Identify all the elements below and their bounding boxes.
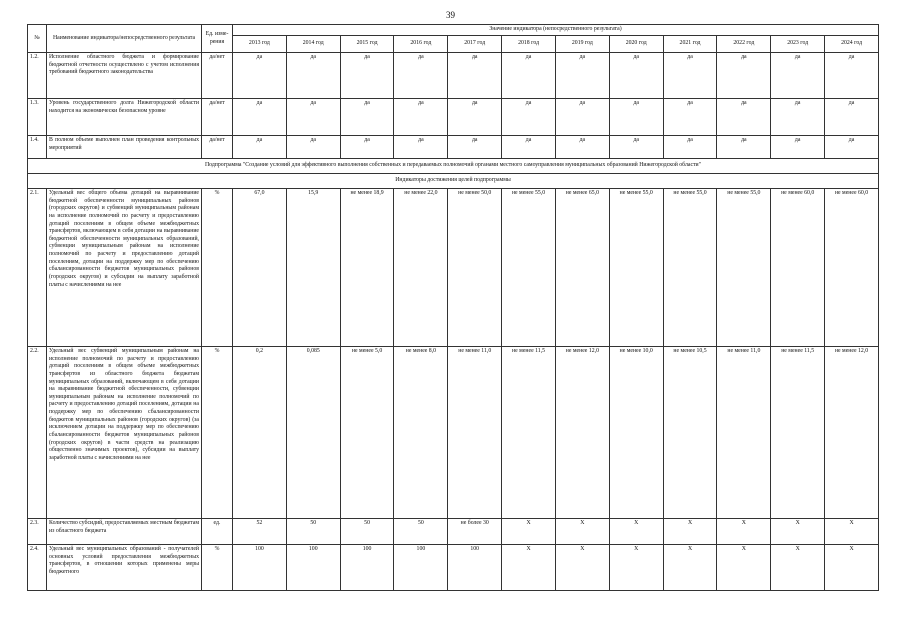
row-number: 2.2.	[28, 347, 47, 519]
row-number: 1.4.	[28, 136, 47, 159]
value-cell: 100	[340, 545, 394, 591]
year-header: 2021 год	[663, 36, 717, 53]
value-cell: X	[609, 545, 663, 591]
value-cell: 0,2	[233, 347, 287, 519]
indicator-name: Количество субсидий, предоставляемых местным бюджетам из областного бюджета	[47, 519, 202, 545]
value-cell: X	[609, 519, 663, 545]
row-number: 2.4.	[28, 545, 47, 591]
value-cell: 15,9	[286, 189, 340, 347]
value-cell: да	[825, 99, 879, 136]
value-cell: не более 30	[448, 519, 502, 545]
value-cell: X	[771, 519, 825, 545]
year-header: 2024 год	[825, 36, 879, 53]
value-cell: X	[717, 519, 771, 545]
col-header-no: №	[28, 25, 47, 53]
value-cell: да	[771, 53, 825, 99]
year-header: 2023 год	[771, 36, 825, 53]
value-cell: не менее 11,5	[502, 347, 556, 519]
year-header: 2013 год	[233, 36, 287, 53]
unit-cell: %	[202, 189, 233, 347]
year-header: 2016 год	[394, 36, 448, 53]
row-number: 2.1.	[28, 189, 47, 347]
page-number: 39	[446, 10, 455, 20]
value-cell: да	[340, 136, 394, 159]
unit-cell: ед.	[202, 519, 233, 545]
year-header: 2019 год	[555, 36, 609, 53]
unit-cell: %	[202, 545, 233, 591]
value-cell: да	[502, 99, 556, 136]
value-cell: да	[286, 99, 340, 136]
value-cell: да	[286, 53, 340, 99]
value-cell: X	[771, 545, 825, 591]
indicator-name: Удельный вес общего объема дотаций на выравнивание бюджетной обеспеченности муниципальных районов (городских округов) и субвенций муниципальным районам на исполнение полномочий по расчету и предоставлению дотаций поселениям в общем объеме межбюджетных трансфертов, включающем в себя дотации на выравнивание бюджетной обеспеченности муниципальных образований, субвенции муниципальным районам на исполнение полномочий по расчету и предоставлению дотаций поселениям, дотации на поддержку мер по обеспечению сбалансированности бюджетов муниципальных районов (городских округов) и субсидии на выплату заработной платы с начислениями на нее	[47, 189, 202, 347]
value-cell: да	[502, 53, 556, 99]
col-header-unit: Ед. изме-рения	[202, 25, 233, 53]
year-header: 2014 год	[286, 36, 340, 53]
value-cell: не менее 5,0	[340, 347, 394, 519]
year-header: 2018 год	[502, 36, 556, 53]
value-cell: да	[448, 53, 502, 99]
year-header: 2015 год	[340, 36, 394, 53]
table-row	[28, 519, 879, 545]
value-cell: не менее 55,0	[609, 189, 663, 347]
table-row	[28, 545, 879, 591]
value-cell: не менее 65,0	[555, 189, 609, 347]
table-header-row	[28, 25, 879, 36]
indicator-name: Уровень государственного долга Нижегородской области находится на экономически безопасном уровне	[47, 99, 202, 136]
table-row	[28, 136, 879, 159]
value-cell: да	[825, 53, 879, 99]
value-cell: да	[340, 99, 394, 136]
value-cell: не менее 11,0	[448, 347, 502, 519]
value-cell: да	[717, 99, 771, 136]
unit-cell: да/нет	[202, 53, 233, 99]
value-cell: да	[609, 99, 663, 136]
value-cell: 50	[286, 519, 340, 545]
table-row	[28, 347, 879, 519]
value-cell: да	[394, 53, 448, 99]
value-cell: да	[286, 136, 340, 159]
value-cell: не менее 22,0	[394, 189, 448, 347]
row-number: 1.3.	[28, 99, 47, 136]
subprogram-title: Подпрограмма "Создание условий для эффективного выполнения собственных и передаваемых полномочий органами местного самоуправления муниципальных образований Нижегородской области"	[28, 159, 879, 174]
value-cell: не менее 11,5	[771, 347, 825, 519]
value-cell: 0,085	[286, 347, 340, 519]
unit-cell: да/нет	[202, 99, 233, 136]
value-cell: да	[663, 53, 717, 99]
value-cell: да	[555, 136, 609, 159]
value-cell: да	[394, 136, 448, 159]
value-cell: 100	[233, 545, 287, 591]
value-cell: да	[394, 99, 448, 136]
year-header: 2017 год	[448, 36, 502, 53]
value-cell: 52	[233, 519, 287, 545]
indicator-name: Удельный вес муниципальных образований - получателей основных условий предоставления межбюджетных трансфертов, в отношении которых применены меры бюджетного	[47, 545, 202, 591]
value-cell: X	[717, 545, 771, 591]
value-cell: да	[233, 99, 287, 136]
indicators-title-row	[28, 174, 879, 189]
value-cell: X	[502, 545, 556, 591]
subprogram-row	[28, 159, 879, 174]
value-cell: не менее 12,0	[555, 347, 609, 519]
value-cell: да	[502, 136, 556, 159]
year-header: 2022 год	[717, 36, 771, 53]
row-number: 1.2.	[28, 53, 47, 99]
value-cell: не менее 11,0	[717, 347, 771, 519]
value-cell: не менее 10,5	[663, 347, 717, 519]
value-cell: не менее 10,0	[609, 347, 663, 519]
value-cell: X	[555, 545, 609, 591]
value-cell: да	[233, 53, 287, 99]
value-cell: да	[555, 53, 609, 99]
indicator-name: Исполнение областного бюджета и формирование бюджетной отчетности осуществлено с учетом исполнения требований бюджетного законодательства	[47, 53, 202, 99]
value-cell: да	[771, 136, 825, 159]
value-cell: да	[663, 136, 717, 159]
value-cell: 100	[394, 545, 448, 591]
value-cell: не менее 18,9	[340, 189, 394, 347]
value-cell: X	[663, 545, 717, 591]
value-cell: X	[502, 519, 556, 545]
value-cell: да	[448, 99, 502, 136]
value-cell: не менее 60,0	[771, 189, 825, 347]
value-cell: да	[717, 53, 771, 99]
unit-cell: %	[202, 347, 233, 519]
unit-cell: да/нет	[202, 136, 233, 159]
value-cell: 100	[286, 545, 340, 591]
table-row	[28, 99, 879, 136]
value-cell: не менее 50,0	[448, 189, 502, 347]
value-cell: да	[609, 136, 663, 159]
indicators-table	[27, 24, 879, 591]
value-cell: да	[340, 53, 394, 99]
value-cell: X	[555, 519, 609, 545]
indicators-title: Индикаторы достижения целей подпрограммы	[28, 174, 879, 189]
value-cell: да	[771, 99, 825, 136]
value-cell: да	[609, 53, 663, 99]
table-row	[28, 53, 879, 99]
value-cell: да	[555, 99, 609, 136]
value-cell: не менее 55,0	[502, 189, 556, 347]
value-cell: не менее 55,0	[663, 189, 717, 347]
value-cell: да	[448, 136, 502, 159]
col-header-values: Значение индикатора (непосредственного результата)	[233, 25, 879, 36]
value-cell: не менее 8,0	[394, 347, 448, 519]
col-header-name: Наименование индикатора/непосредственного результата	[47, 25, 202, 53]
value-cell: да	[825, 136, 879, 159]
table-row	[28, 189, 879, 347]
year-header: 2020 год	[609, 36, 663, 53]
value-cell: X	[825, 545, 879, 591]
indicator-name: Удельный вес субвенций муниципальным районам на исполнение полномочий по расчету и предоставлению дотаций поселениям в общем объеме межбюджетных трансфертов из областного бюджета бюджетам муниципальных образований, включающем в себя дотации на выравнивание бюджетной обеспеченности, субвенции муниципальным районам на исполнение полномочий по расчету и предоставлению дотаций поселениям, дотации на поддержку мер по обеспечению сбалансированности бюджетов муниципальных районов (городских округов) (за исключением дотации на поддержку мер по обеспечению сбалансированности бюджетов муниципальных районов (городских округов) в части средств на реализацию общественно значимых проектов), субсидии на выплату заработной платы с начислениями на нее	[47, 347, 202, 519]
value-cell: X	[663, 519, 717, 545]
value-cell: не менее 12,0	[825, 347, 879, 519]
value-cell: 50	[340, 519, 394, 545]
value-cell: X	[825, 519, 879, 545]
value-cell: 50	[394, 519, 448, 545]
value-cell: не менее 55,0	[717, 189, 771, 347]
row-number: 2.3.	[28, 519, 47, 545]
value-cell: 100	[448, 545, 502, 591]
value-cell: да	[717, 136, 771, 159]
value-cell: да	[663, 99, 717, 136]
indicator-name: В полном объеме выполнен план проведения контрольных мероприятий	[47, 136, 202, 159]
value-cell: не менее 60,0	[825, 189, 879, 347]
value-cell: да	[233, 136, 287, 159]
value-cell: 67,0	[233, 189, 287, 347]
